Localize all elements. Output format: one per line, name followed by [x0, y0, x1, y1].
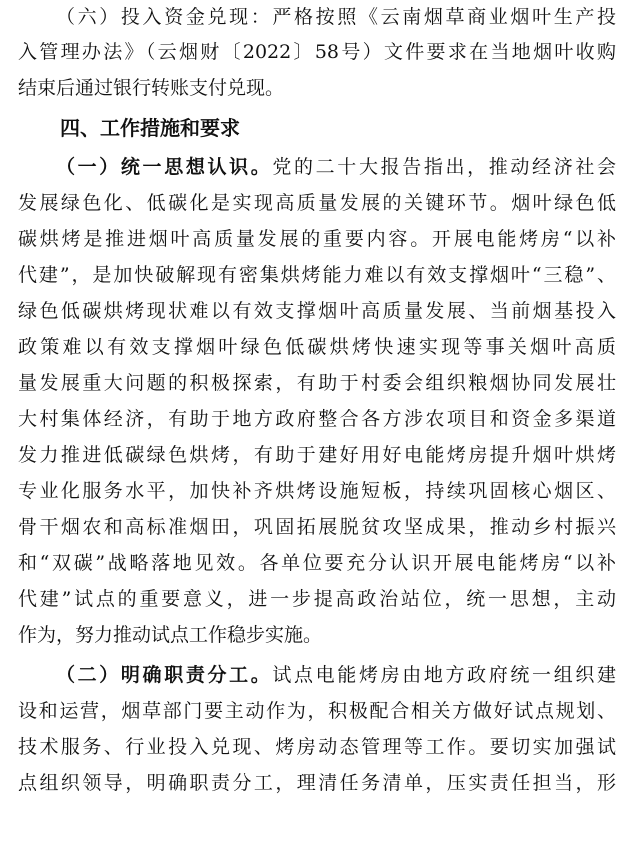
item-1-line: 发展绿色化、低碳化是实现高质量发展的关键环节。烟叶绿色低: [18, 192, 616, 214]
paragraph-6-line-2: 入管理办法》（云烟财〔2022〕58号）文件要求在当地烟叶收购: [18, 41, 616, 63]
item-1-line: 和“双碳”战略落地见效。各单位要充分认识开展电能烤房“以补: [18, 552, 616, 574]
section-4-heading: 四、工作措施和要求: [60, 116, 240, 140]
item-1-line: 代建”试点的重要意义，进一步提高政治站位，统一思想，主动: [18, 588, 616, 610]
item-1-line: 量发展重大问题的积极探索，有助于村委会组织粮烟协同发展壮: [18, 372, 616, 394]
item-2-lead: （二）明确职责分工。: [56, 664, 273, 686]
item-2-line: 技术服务、行业投入兑现、烤房动态管理等工作。要切实加强试: [18, 736, 616, 758]
item-1-lead: （一）统一思想认识。: [56, 156, 273, 178]
item-2-line: 设和运营，烟草部门要主动作为，积极配合相关方做好试点规划、: [18, 700, 616, 722]
item-1-first-line: [18, 152, 616, 182]
item-1-line: 碳烘烤是推进烟叶高质量发展的重要内容。开展电能烤房“以补: [18, 228, 616, 250]
item-1-line: 作为，努力推动试点工作稳步实施。: [18, 624, 323, 646]
item-2-first-rest: 试点电能烤房由地方政府统一组织建: [272, 664, 616, 686]
item-1-line: 绿色低碳烘烤现状难以有效支撑烟叶高质量发展、当前烟基投入: [18, 300, 616, 322]
paragraph-6-line-1: （六）投入资金兑现：严格按照《云南烟草商业烟叶生产投: [56, 6, 616, 28]
paragraph-6-line-3: 结束后通过银行转账支付兑现。: [18, 77, 285, 99]
item-2-line: 点组织领导，明确职责分工，理清任务清单，压实责任担当，形: [18, 772, 616, 794]
item-1-line: 骨干烟农和高标准烟田，巩固拓展脱贫攻坚成果，推动乡村振兴: [18, 516, 616, 538]
item-1-first-rest: 党的二十大报告指出，推动经济社会: [272, 156, 616, 178]
item-1-line: 代建”，是加快破解现有密集烘烤能力难以有效支撑烟叶“三稳”、: [18, 264, 616, 286]
item-1-line: 大村集体经济，有助于地方政府整合各方涉农项目和资金多渠道: [18, 408, 616, 430]
item-2-first-line: [18, 660, 616, 690]
item-1-line: 政策难以有效支撑烟叶绿色低碳烘烤快速实现等事关烟叶高质: [18, 336, 616, 358]
item-1-line: 专业化服务水平，加快补齐烘烤设施短板，持续巩固核心烟区、: [18, 480, 616, 502]
item-1-line: 发力推进低碳绿色烘烤，有助于建好用好电能烤房提升烟叶烘烤: [18, 444, 616, 466]
